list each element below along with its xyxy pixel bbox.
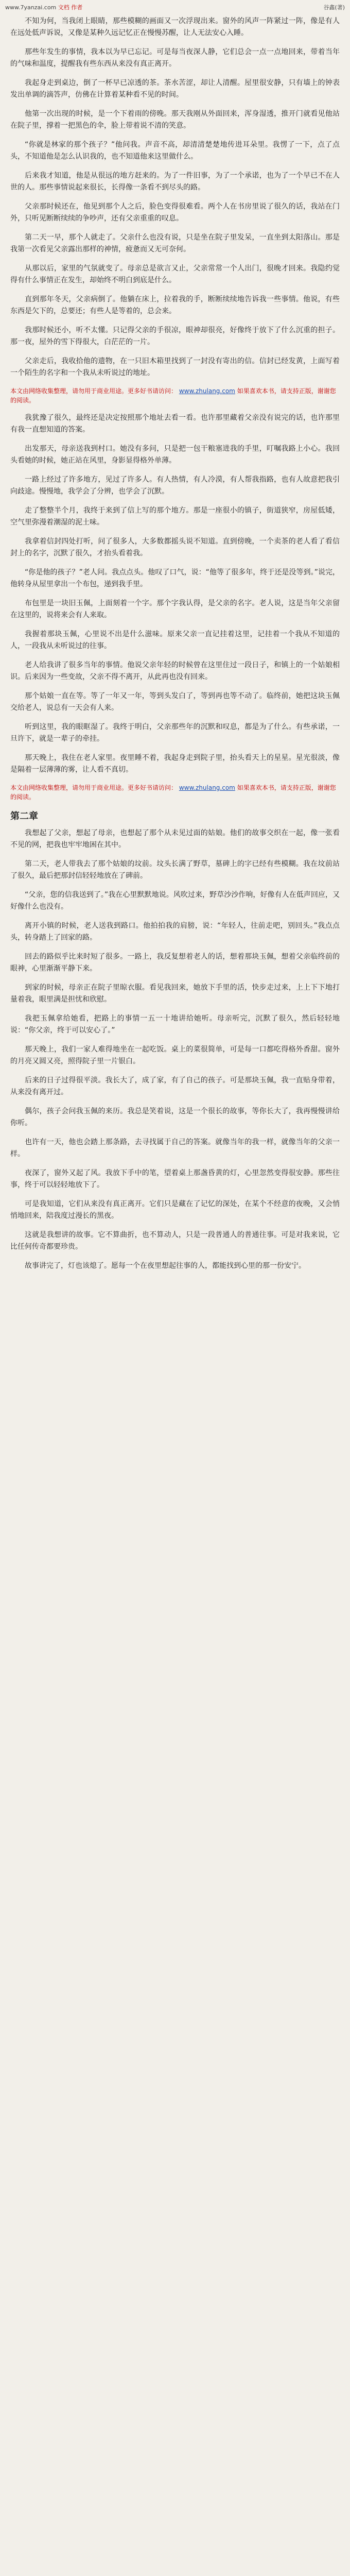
page-header <box>0 0 350 15</box>
paragraph: 老人给我讲了很多当年的事情。他说父亲年轻的时候曾在这里住过一段日子，和镇上的一个姑娘相识。后来因为一些变故，父亲不得不离开，从此再也没有回来。 <box>10 661 340 681</box>
paragraph: “你就是林家的那个孩子？”他问我。声音不高，却清清楚楚地传进耳朵里。我愣了一下，点了点头，不知道他是怎么认识我的，也不知道他来这里做什么。 <box>10 141 340 161</box>
paragraph: 直到那年冬天，父亲病倒了。他躺在床上，拉着我的手，断断续续地告诉我一些事情。他说，有些东西是欠下的，总要还；有些人是等着的，总会来。 <box>10 295 340 315</box>
paragraph: 从那以后，家里的气氛就变了。母亲总是欲言又止，父亲常常一个人出门，很晚才回来。我隐约觉得有什么事情正在发生，却始终不明白到底是什么。 <box>10 264 340 284</box>
header-tag: 文档 作者 <box>58 4 83 11</box>
paragraph: 走了整整半个月，我终于来到了信上写的那个地方。那是一座很小的镇子，街道狭窄，房屋低矮，空气里弥漫着潮湿的泥土味。 <box>10 506 340 527</box>
paragraph: 一路上经过了许多地方，见过了许多人。有人热情，有人冷漠，有人帮我指路，也有人故意把我引向歧途。慢慢地，我学会了分辨，也学会了沉默。 <box>10 476 340 496</box>
paragraph: 到家的时候，母亲正在院子里晾衣服。看见我回来，她放下手里的活，快步走过来，上上下下地打量着我，眼里满是担忧和欣慰。 <box>10 984 340 1004</box>
paragraph: 听到这里，我的眼眶湿了。我终于明白，父亲那些年的沉默和叹息，都是为了什么。有些承诺，一旦许下，就是一辈子的牵挂。 <box>10 723 340 743</box>
paragraph: “父亲，您的信我送到了。”我在心里默默地说。风吹过来，野草沙沙作响，好像有人在低声回应，又好像什么也没有。 <box>10 891 340 911</box>
paragraph: 后来的日子过得很平淡。我长大了，成了家，有了自己的孩子。可是那块玉佩，我一直贴身带着，从来没有离开过。 <box>10 1076 340 1096</box>
paragraph: 夜深了，窗外又起了风。我放下手中的笔，望着桌上那盏昏黄的灯，心里忽然变得很安静。那些往事，终于可以轻轻地放下了。 <box>10 1169 340 1189</box>
paragraph: 父亲那时候还在，他见到那个人之后，脸色变得很难看。两个人在书房里说了很久的话，我站在门外，只听见断断续续的争吵声，还有父亲重重的叹息。 <box>10 202 340 223</box>
paragraph: 那天晚上，我住在老人家里。夜里睡不着，我起身走到院子里，抬头看天上的星星。星光很淡，像是隔着一层薄薄的雾，让人看不真切。 <box>10 754 340 774</box>
paragraph: 故事讲完了，灯也该熄了。愿每一个在夜里想起往事的人，都能找到心里的那一份安宁。 <box>25 1262 306 1270</box>
notice-link[interactable]: www.zhulang.com <box>179 784 235 791</box>
chapter-title: 第二章 <box>10 811 38 822</box>
header-site[interactable]: www.7yanzai.com <box>5 4 57 11</box>
body-text <box>0 15 350 1272</box>
paragraph: 这就是我想讲的故事。它不算曲折，也不算动人，只是一段普通人的普通往事。可是对我来说，它比任何传奇都要珍贵。 <box>10 1231 340 1251</box>
paragraph: 布包里是一块旧玉佩，上面刻着一个字。那个字我认得，是父亲的名字。老人说，这是当年父亲留在这里的，说将来会有人来取。 <box>10 599 340 619</box>
paragraph: 不知为何，当我闭上眼睛，那些模糊的画面又一次浮现出来。窗外的风声一阵紧过一阵，像是有人在远处低声诉说，又像是某种久远记忆正在慢慢苏醒，让人无法安心入睡。 <box>10 17 340 37</box>
notice-text: 如果喜欢本书，请支持正版，谢谢您的阅读。 <box>10 387 336 404</box>
site-notice <box>10 386 340 405</box>
notice-text: 本文由网络收集整理，请勿用于商业用途。更多好书请访问： <box>10 387 178 395</box>
paragraph: 那些年发生的事情，我本以为早已忘记。可是每当夜深人静，它们总会一点一点地回来，带着当年的气味和温度，提醒我有些东西从来没有真正离开。 <box>10 48 340 68</box>
paragraph: 他第一次出现的时候，是一个下着雨的傍晚。那天我刚从外面回来，浑身湿透，推开门就看见他站在院子里，撑着一把黑色的伞，脸上带着说不清的笑意。 <box>10 110 340 130</box>
paragraph: 父亲走后，我收拾他的遗物，在一只旧木箱里找到了一封没有寄出的信。信封已经发黄，上面写着一个陌生的名字和一个我从未听说过的地址。 <box>10 357 340 377</box>
paragraph: 我握着那块玉佩，心里说不出是什么滋味。原来父亲一直记挂着这里，记挂着一个我从不知道的人，一段我从未听说过的往事。 <box>10 630 340 650</box>
paragraph: 也许有一天，他也会踏上那条路，去寻找属于自己的答案。就像当年的我一样，就像当年的父亲一样。 <box>10 1138 340 1158</box>
paragraph: 后来我才知道，他是从很远的地方赶来的。为了一件旧事，为了一个承诺，也为了一个早已不在人世的人。那些事情说起来很长，长得像一条看不到尽头的路。 <box>10 172 340 192</box>
paragraph: 第二天，老人带我去了那个姑娘的坟前。坟头长满了野草，墓碑上的字已经有些模糊。我在坟前站了很久，最后把那封信轻轻地放在了碑前。 <box>10 860 340 880</box>
paragraph: 我犹豫了很久，最终还是决定按照那个地址去看一看。也许那里藏着父亲没有说完的话，也许那里有我一直想知道的答案。 <box>10 414 340 434</box>
site-notice <box>10 783 340 802</box>
paragraph: 我起身走到桌边，倒了一杯早已凉透的茶。茶水苦涩，却让人清醒。屋里很安静，只有墙上的钟表发出单调的滴答声，仿佛在计算着某种看不见的时间。 <box>10 79 340 99</box>
paragraph: 那个姑娘一直在等。等了一年又一年，等到头发白了，等到再也等不动了。临终前，她把这块玉佩交给老人，说总有一天会有人来。 <box>10 692 340 712</box>
paragraph: 可是我知道，它们从来没有真正离开。它们只是藏在了记忆的深处，在某个不经意的夜晚，又会悄悄地回来，陪我度过漫长的黑夜。 <box>10 1200 340 1220</box>
paragraph: 第二天一早，那个人就走了。父亲什么也没有说，只是坐在院子里发呆，一直坐到太阳落山。那是我第一次看见父亲露出那样的神情，疲惫而又无可奈何。 <box>10 233 340 253</box>
paragraph: 我想起了父亲，想起了母亲，也想起了那个从未见过面的姑娘。他们的故事交织在一起，像一张看不见的网，把我也牢牢地困在其中。 <box>10 829 340 849</box>
notice-link[interactable]: www.zhulang.com <box>179 387 235 395</box>
paragraph: 回去的路似乎比来时短了很多。一路上，我反复想着老人的话，想着那块玉佩，想着父亲临终前的眼神，心里渐渐平静下来。 <box>10 953 340 973</box>
paragraph: 离开小镇的时候，老人送我到路口。他拍拍我的肩膀，说：“年轻人，往前走吧，别回头。”我点点头，转身踏上了回家的路。 <box>10 922 340 942</box>
paragraph: 偶尔，孩子会问我玉佩的来历。我总是笑着说，这是一个很长的故事，等你长大了，我再慢慢讲给你听。 <box>10 1107 340 1127</box>
paragraph: 那天晚上，我们一家人难得地坐在一起吃饭。桌上的菜很简单，可是每一口都吃得格外香甜。窗外的月亮又圆又亮，照得院子里一片银白。 <box>10 1045 340 1065</box>
notice-text: 本文由网络收集整理，请勿用于商业用途。更多好书请访问： <box>10 784 178 791</box>
paragraph: 我拿着信封四处打听，问了很多人，大多数都摇头说不知道。直到傍晚，一个卖茶的老人看了看信封上的名字，沉默了很久，才抬头看着我。 <box>10 537 340 557</box>
paragraph: 我那时候还小，听不太懂。只记得父亲的手很凉，眼神却很亮，好像终于放下了什么沉重的担子。那一夜，屋外的雪下得很大，白茫茫的一片。 <box>10 326 340 346</box>
paragraph: 出发那天，母亲送我到村口。她没有多问，只是把一包干粮塞进我的手里，叮嘱我路上小心。我回头看她的时候，她正站在风里，身影显得格外单薄。 <box>10 445 340 465</box>
paragraph: 我把玉佩拿给她看，把路上的事情一五一十地讲给她听。母亲听完，沉默了很久，然后轻轻地说：“你父亲，终于可以安心了。” <box>10 1014 340 1035</box>
header-author: 谷鑫(著) <box>323 4 345 11</box>
paragraph: “你是他的孩子？”老人问。我点点头。他叹了口气，说：“他等了很多年，终于还是没等到。”说完，他转身从屋里拿出一个布包，递到我手里。 <box>10 568 340 588</box>
notice-text: 如果喜欢本书，请支持正版，谢谢您的阅读。 <box>10 784 336 801</box>
